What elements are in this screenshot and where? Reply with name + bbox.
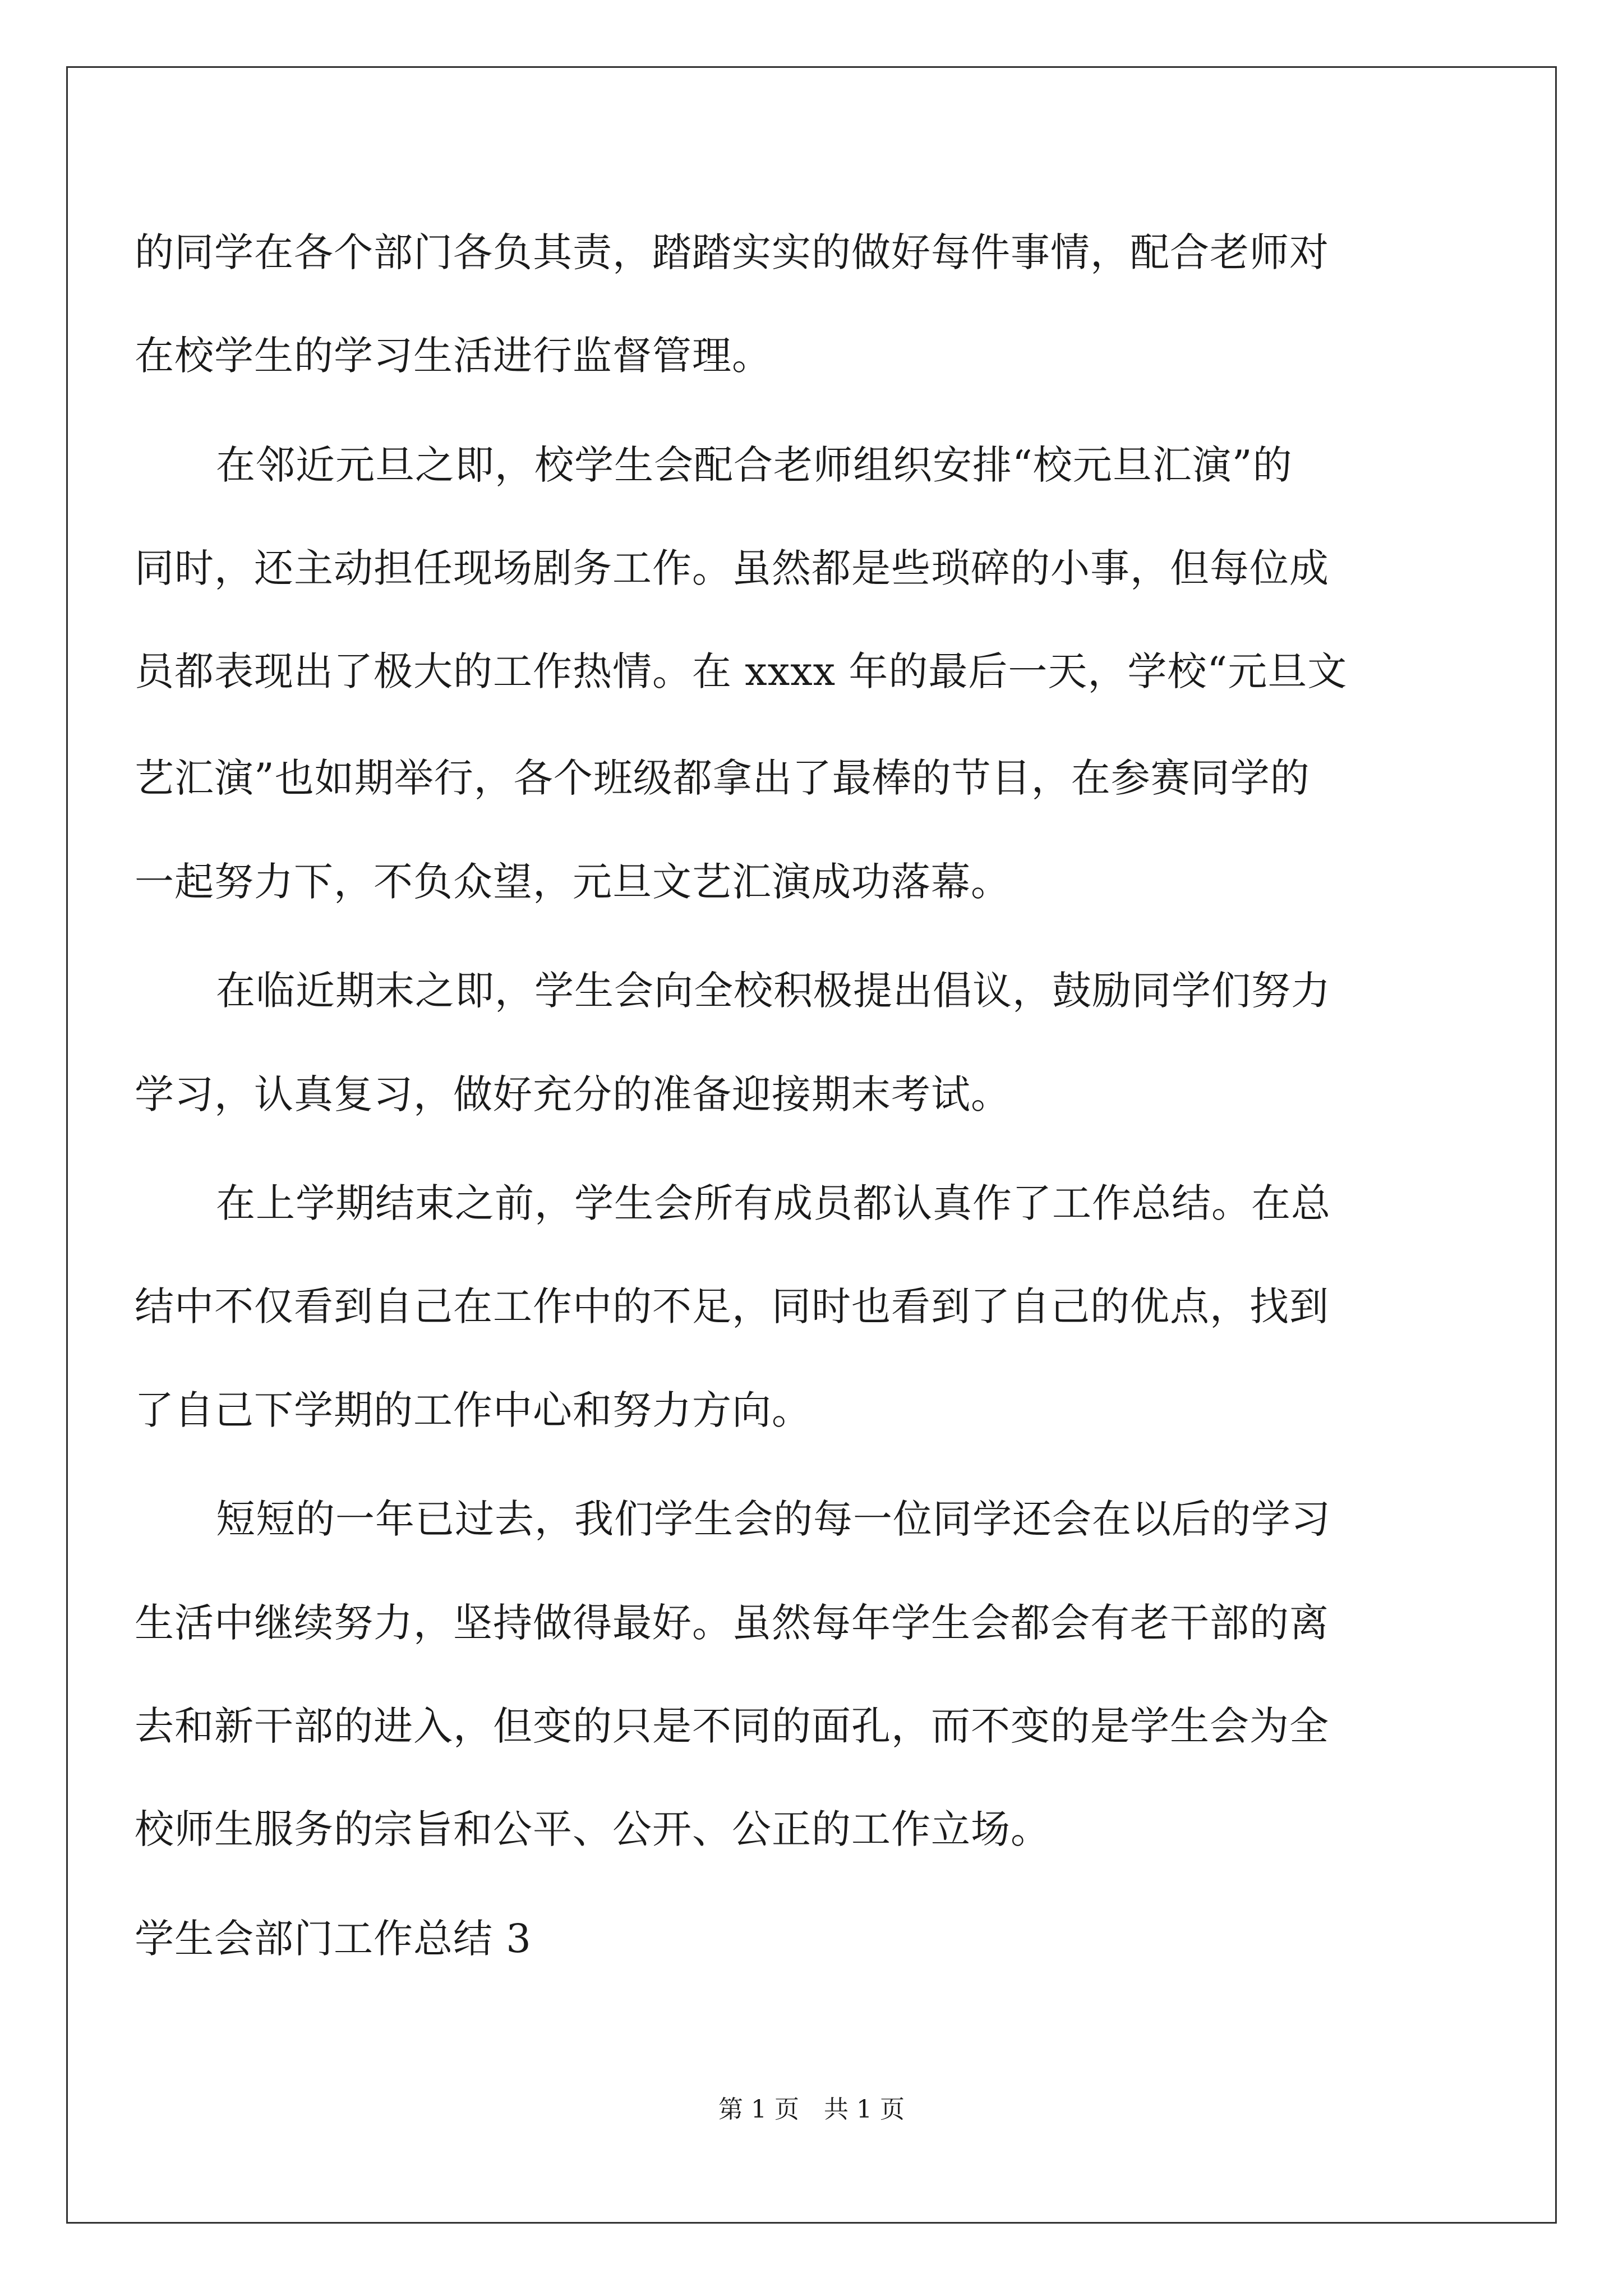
text-line: 结中不仅看到自己在工作中的不足，同时也看到了自己的优点，找到 xyxy=(135,1283,1329,1329)
text-line: 生活中继续努力，坚持做得最好。虽然每年学生会都会有老干部的离 xyxy=(135,1600,1329,1646)
text-line: 一起努力下，不负众望，元旦文艺汇演成功落幕。 xyxy=(135,859,1011,905)
text-line: 学习，认真复习，做好充分的准备迎接期末考试。 xyxy=(135,1071,1011,1117)
text-line: 了自己下学期的工作中心和努力方向。 xyxy=(135,1387,811,1433)
section-heading: 学生会部门工作总结 3 xyxy=(135,1916,532,1962)
page-number-footer: 第 1 页 共 1 页 xyxy=(718,2095,905,2124)
text-line: 在校学生的学习生活进行监督管理。 xyxy=(135,333,772,379)
paragraph-first-line: 在上学期结束之前，学生会所有成员都认真作了工作总结。在总 xyxy=(216,1180,1331,1226)
text-line: 员都表现出了极大的工作热情。在 xxxx 年的最后一天，学校“元旦文 xyxy=(135,648,1348,694)
paragraph-first-line: 短短的一年已过去，我们学生会的每一位同学还会在以后的学习 xyxy=(216,1496,1331,1542)
paragraph-first-line: 在临近期末之即，学生会向全校积极提出倡议，鼓励同学们努力 xyxy=(216,968,1331,1014)
text-line: 校师生服务的宗旨和公平、公开、公正的工作立场。 xyxy=(135,1806,1050,1852)
text-line: 同时，还主动担任现场剧务工作。虽然都是些琐碎的小事，但每位成 xyxy=(135,545,1329,591)
text-line: 艺汇演”也如期举行，各个班级都拿出了最棒的节目，在参赛同学的 xyxy=(135,755,1310,801)
text-line: 去和新干部的进入，但变的只是不同的面孔，而不变的是学生会为全 xyxy=(135,1703,1329,1749)
page-border xyxy=(66,66,1557,2224)
text-line: 的同学在各个部门各负其责，踏踏实实的做好每件事情，配合老师对 xyxy=(135,229,1329,275)
paragraph-first-line: 在邻近元旦之即，校学生会配合老师组织安排“校元旦汇演”的 xyxy=(216,442,1293,488)
